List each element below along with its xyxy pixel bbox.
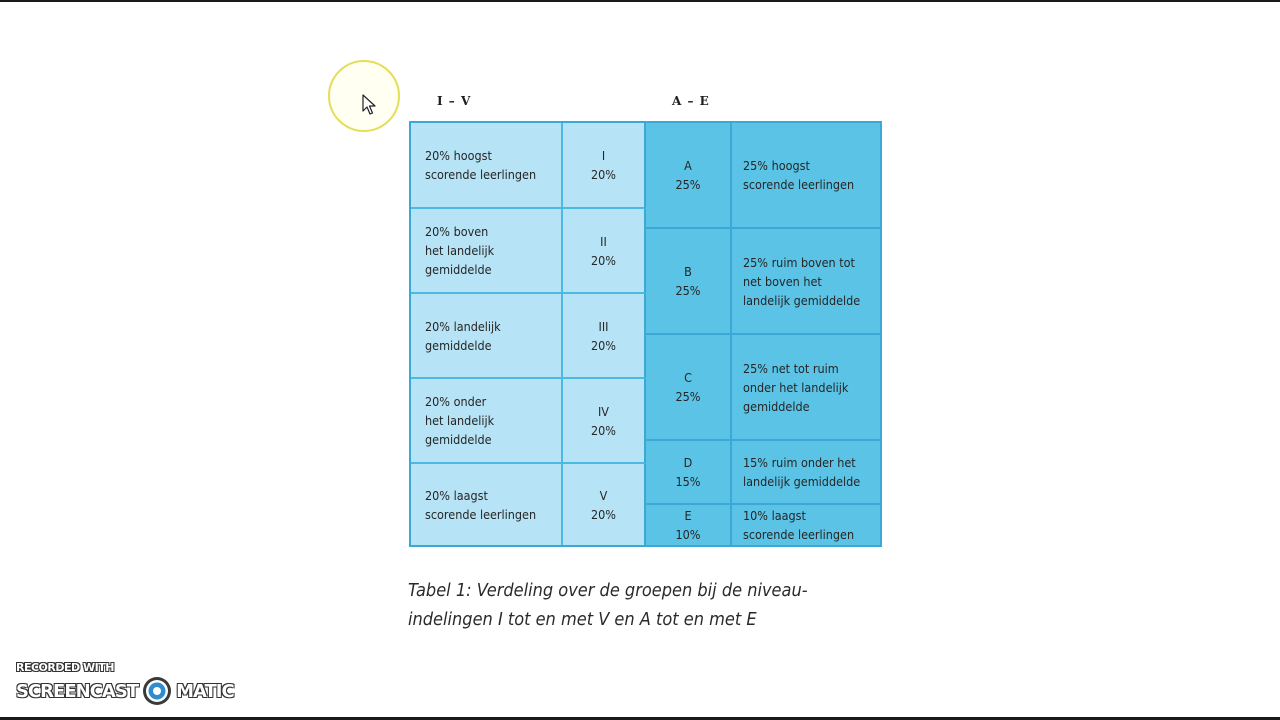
header-a-e: A – E (672, 94, 710, 108)
screencast-logo-icon (142, 676, 172, 706)
cell-text: 20% (591, 422, 616, 438)
cell-text: 20% landelijk (425, 318, 501, 334)
cell-text: V (599, 487, 608, 503)
cell-text: net boven het (743, 273, 822, 289)
cell-text: 20% (591, 167, 616, 182)
caption-line: indelingen I tot en met V en A tot en met E (408, 609, 757, 630)
cell-text: 25% ruim boven tot (743, 254, 855, 270)
left-desc-cell (411, 123, 563, 209)
cell-text: onder het landelijk (743, 379, 849, 395)
cell-text: A (684, 158, 692, 173)
left-desc-cell (411, 464, 563, 545)
left-desc-cell (411, 209, 563, 294)
top-frame-border (0, 0, 1280, 2)
cell-text: 10% (675, 527, 701, 542)
cell-text: C (684, 370, 692, 385)
cell-text: 20% (591, 337, 616, 353)
cell-text: E (684, 508, 692, 523)
right-desc-cell (732, 123, 880, 229)
level-code-cell (563, 123, 646, 209)
watermark-small-text: RECORDED WITH (16, 661, 114, 674)
cell-text: het landelijk (425, 243, 495, 258)
cell-text: gemiddelde (425, 262, 492, 277)
right-desc-cell (732, 505, 880, 545)
cell-text: gemiddelde (425, 432, 492, 447)
distribution-table (409, 121, 882, 547)
cell-text: landelijk gemiddelde (743, 292, 861, 308)
cell-text: 25% (675, 283, 701, 298)
right-desc-cell (732, 441, 880, 505)
watermark-left-text: SCREENCAST (16, 680, 139, 702)
cell-text: 20% (591, 506, 616, 522)
letter-code-cell (646, 335, 732, 441)
right-desc-cell (732, 229, 880, 335)
cell-text: 15% ruim onder het (743, 455, 856, 470)
level-code-cell (563, 209, 646, 294)
cell-text: het landelijk (425, 413, 495, 428)
cell-text: B (684, 264, 692, 279)
cell-text: landelijk gemiddelde (743, 474, 861, 489)
cell-text: scorende leerlingen (425, 506, 537, 522)
watermark-right-text: MATIC (176, 680, 234, 702)
cell-text: gemiddelde (425, 337, 492, 353)
cell-text: 25% (675, 177, 701, 192)
cell-text: 25% (675, 389, 701, 404)
cell-text: gemiddelde (743, 398, 810, 414)
cell-text: III (598, 318, 609, 334)
letter-code-cell (646, 441, 732, 505)
cell-text: 10% laagst (743, 508, 806, 523)
cell-text: IV (597, 403, 609, 419)
cell-text: 25% net tot ruim (743, 360, 839, 376)
level-code-cell (563, 464, 646, 545)
letter-code-cell (646, 505, 732, 545)
cell-text: 20% boven (425, 224, 489, 239)
letter-code-cell (646, 123, 732, 229)
cell-text: 15% (675, 474, 701, 489)
left-desc-cell (411, 379, 563, 464)
cell-text: 20% onder (425, 394, 487, 409)
header-i-v: I – V (437, 94, 472, 108)
cell-text: scorende leerlingen (743, 527, 855, 542)
cell-text: I (601, 148, 606, 163)
left-desc-cell (411, 294, 563, 379)
mouse-pointer-icon (362, 94, 376, 116)
caption-line: Tabel 1: Verdeling over de groepen bij de niveau- (408, 580, 808, 601)
cell-text: 20% (591, 252, 616, 268)
cell-text: II (600, 233, 607, 249)
cell-text: 25% hoogst (743, 158, 810, 173)
cell-text: D (683, 455, 693, 470)
cell-text: scorende leerlingen (743, 177, 855, 192)
cell-text: scorende leerlingen (425, 167, 537, 182)
cell-text: 20% hoogst (425, 148, 492, 163)
level-code-cell (563, 379, 646, 464)
screencast-watermark (16, 661, 234, 706)
level-code-cell (563, 294, 646, 379)
cell-text: 20% laagst (425, 487, 488, 503)
right-desc-cell (732, 335, 880, 441)
table-caption (408, 576, 868, 634)
letter-code-cell (646, 229, 732, 335)
